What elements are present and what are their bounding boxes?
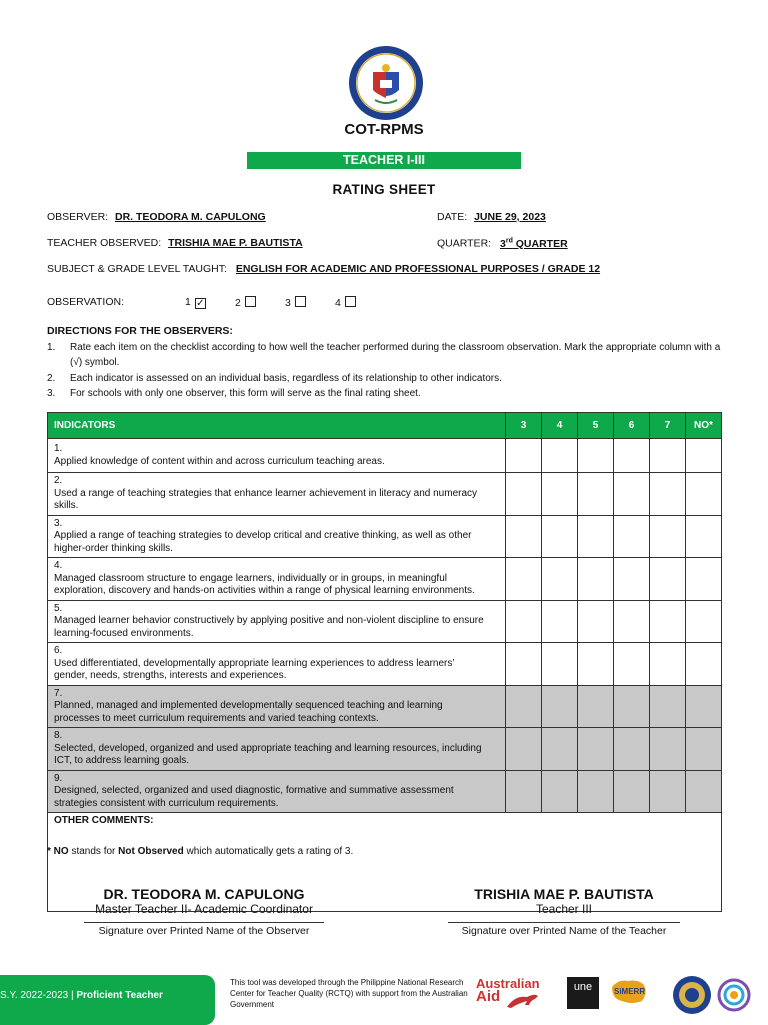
- rating-cell[interactable]: [614, 515, 650, 558]
- checkbox-icon[interactable]: [245, 296, 256, 307]
- header-rating-6: 6: [614, 413, 650, 439]
- rating-cell: [650, 728, 686, 771]
- observation-option-4[interactable]: 4: [335, 296, 356, 309]
- rating-cell: [686, 770, 722, 813]
- rating-cell[interactable]: [506, 439, 542, 473]
- rating-cell[interactable]: [650, 643, 686, 686]
- table-row: [48, 600, 722, 643]
- checkbox-icon[interactable]: [295, 296, 306, 307]
- table-row: [48, 473, 722, 516]
- indicator-text: 2.Used a range of teaching strategies that enhance learner achievement in literacy and numeracy skills.: [48, 473, 506, 516]
- indicator-text: 5.Managed learner behavior constructively by applying positive and non-violent discipline to ensure learning-focused environments.: [48, 600, 506, 643]
- header-indicators: INDICATORS: [48, 413, 506, 439]
- subject-label: SUBJECT & GRADE LEVEL TAUGHT:: [47, 263, 227, 275]
- rating-cell[interactable]: [542, 558, 578, 601]
- table-row-disabled: [48, 685, 722, 728]
- header-rating-7: 7: [650, 413, 686, 439]
- directions-block: [47, 324, 727, 402]
- rating-cell[interactable]: [506, 600, 542, 643]
- observation-row: [47, 296, 341, 309]
- rating-cell[interactable]: [650, 558, 686, 601]
- footer-credit-note: This tool was developed through the Philippine National Research Center for Teacher Quality (RCTQ) with support from the Australian Government: [230, 978, 468, 1009]
- observation-option-2[interactable]: 2: [235, 296, 256, 309]
- checkbox-checked-icon[interactable]: ✓: [196, 298, 205, 309]
- teacher-level-band: TEACHER I-III: [247, 152, 521, 169]
- rating-cell: [650, 685, 686, 728]
- form-subtitle: RATING SHEET: [332, 182, 436, 197]
- teacher-signature-caption: Signature over Printed Name of the Teacher: [448, 922, 680, 937]
- rating-cell[interactable]: [542, 643, 578, 686]
- australian-aid-logo: Australian Aid: [476, 976, 540, 1005]
- rating-cell[interactable]: [506, 643, 542, 686]
- observer-label: OBSERVER:: [47, 211, 109, 223]
- rating-cell[interactable]: [614, 558, 650, 601]
- indicators-table: [47, 412, 722, 912]
- partner-swirl-logo: [716, 977, 752, 1013]
- rating-cell[interactable]: [542, 439, 578, 473]
- date-value: JUNE 29, 2023: [474, 211, 546, 223]
- date-label: DATE:: [437, 211, 468, 223]
- subject-field: [47, 263, 600, 275]
- directions-heading: DIRECTIONS FOR THE OBSERVERS:: [47, 325, 233, 337]
- rating-cell: [578, 770, 614, 813]
- other-comments-box[interactable]: OTHER COMMENTS:: [48, 813, 722, 912]
- rating-cell[interactable]: [686, 439, 722, 473]
- observation-option-1[interactable]: 1 ✓: [185, 296, 205, 309]
- rating-cell[interactable]: [650, 439, 686, 473]
- rating-cell: [542, 770, 578, 813]
- table-row: [48, 558, 722, 601]
- indicator-text: 4.Managed classroom structure to engage learners, individually or in groups, in meaningful exploration, discovery and hands-on activities within a range of physical learning environments.: [48, 558, 506, 601]
- indicator-text: 7.Planned, managed and implemented developmentally sequenced teaching and learning processes to meet curriculum requirements and varied teaching contexts.: [48, 685, 506, 728]
- observer-signature-caption: Signature over Printed Name of the Observer: [84, 922, 324, 937]
- indicator-text: 6.Used differentiated, developmentally appropriate learning experiences to address learners’ gender, needs, strengths, interests and experiences.: [48, 643, 506, 686]
- direction-item: 1. Rate each item on the checklist according to how well the teacher performed during the classroom observation. Mark the appropriate column with a (√) symbol.: [47, 341, 721, 368]
- teacher-field: [47, 237, 303, 249]
- rating-cell[interactable]: [578, 558, 614, 601]
- observer-signature-block: [84, 886, 324, 937]
- rctq-seal-logo: [672, 975, 712, 1015]
- form-title: COT-RPMS: [344, 121, 424, 138]
- rating-cell[interactable]: [614, 643, 650, 686]
- observation-label: OBSERVATION:: [47, 296, 125, 308]
- rating-cell: [542, 728, 578, 771]
- rating-cell: [542, 685, 578, 728]
- rating-cell[interactable]: [686, 600, 722, 643]
- rating-cell: [506, 728, 542, 771]
- rating-cell[interactable]: [686, 643, 722, 686]
- rating-cell[interactable]: [614, 439, 650, 473]
- table-row-disabled: [48, 770, 722, 813]
- table-row: [48, 515, 722, 558]
- rating-cell[interactable]: [578, 515, 614, 558]
- indicator-text: 3.Applied a range of teaching strategies to develop critical and creative thinking, as well as other higher-order thinking skills.: [48, 515, 506, 558]
- header-rating-3: 3: [506, 413, 542, 439]
- observer-signature-name: DR. TEODORA M. CAPULONG: [103, 886, 305, 902]
- rating-cell[interactable]: [650, 473, 686, 516]
- rating-cell[interactable]: [614, 473, 650, 516]
- indicator-text: 9.Designed, selected, organized and used diagnostic, formative and summative assessment strategies consistent with curriculum requirements.: [48, 770, 506, 813]
- rating-cell: [650, 770, 686, 813]
- date-field: [437, 211, 546, 223]
- teacher-label: TEACHER OBSERVED:: [47, 237, 162, 249]
- rating-cell[interactable]: [686, 558, 722, 601]
- observer-signature-role: Master Teacher II- Academic Coordinator: [95, 902, 313, 916]
- indicator-text: 1.Applied knowledge of content within and across curriculum teaching areas.: [48, 439, 506, 473]
- observation-option-3[interactable]: 3: [285, 296, 306, 309]
- rating-cell[interactable]: [506, 473, 542, 516]
- rating-cell[interactable]: [542, 600, 578, 643]
- une-logo: une: [567, 977, 599, 1009]
- table-header-row: [48, 413, 722, 439]
- quarter-label: QUARTER:: [437, 237, 492, 250]
- rating-cell[interactable]: [686, 473, 722, 516]
- rating-cell[interactable]: [650, 515, 686, 558]
- rating-cell[interactable]: [578, 439, 614, 473]
- rating-cell: [614, 728, 650, 771]
- rating-cell: [506, 770, 542, 813]
- footnote: * NO stands for Not Observed which automatically gets a rating of 3.: [47, 846, 354, 857]
- rating-cell[interactable]: [686, 515, 722, 558]
- rating-cell[interactable]: [578, 473, 614, 516]
- rating-cell[interactable]: [650, 600, 686, 643]
- quarter-value: 3rd QUARTER: [500, 237, 568, 250]
- kangaroo-icon: [505, 991, 541, 1009]
- rating-cell[interactable]: [542, 515, 578, 558]
- observer-field: [47, 211, 266, 223]
- observer-value: DR. TEODORA M. CAPULONG: [115, 211, 266, 223]
- rating-cell[interactable]: [506, 558, 542, 601]
- checkbox-icon[interactable]: [345, 296, 356, 307]
- rating-cell[interactable]: [614, 600, 650, 643]
- footer-level-badge: [0, 975, 215, 1025]
- footer-level-text: S.Y. 2022-2023 | Proficient Teacher: [0, 990, 163, 1001]
- table-row-disabled: [48, 728, 722, 771]
- header-not-observed: NO*: [686, 413, 722, 439]
- teacher-value: TRISHIA MAE P. BAUTISTA: [168, 237, 303, 249]
- rating-cell: [686, 728, 722, 771]
- subject-value: ENGLISH FOR ACADEMIC AND PROFESSIONAL PURPOSES / GRADE 12: [235, 263, 601, 275]
- header-rating-5: 5: [578, 413, 614, 439]
- rating-cell[interactable]: [542, 473, 578, 516]
- rating-cell: [614, 770, 650, 813]
- direction-item: 3. For schools with only one observer, this form will serve as the final rating sheet.: [47, 388, 421, 399]
- direction-item: 2. Each indicator is assessed on an individual basis, regardless of its relationship to other indicators.: [47, 372, 502, 384]
- simerr-logo: SiMERR: [608, 977, 650, 1007]
- table-row: [48, 439, 722, 473]
- rating-cell: [614, 685, 650, 728]
- rating-cell: [506, 685, 542, 728]
- teacher-signature-name: TRISHIA MAE P. BAUTISTA: [474, 886, 654, 902]
- table-row: [48, 643, 722, 686]
- rating-cell[interactable]: [578, 600, 614, 643]
- deped-seal-logo: [347, 44, 425, 122]
- rating-cell: [578, 685, 614, 728]
- rating-cell: [686, 685, 722, 728]
- rating-cell[interactable]: [578, 643, 614, 686]
- quarter-field: [437, 237, 568, 250]
- indicator-text: 8.Selected, developed, organized and used appropriate teaching and learning resources, including ICT, to address learning goals.: [48, 728, 506, 771]
- rating-cell: [578, 728, 614, 771]
- header-rating-4: 4: [542, 413, 578, 439]
- teacher-signature-role: Teacher III: [535, 902, 593, 916]
- teacher-signature-block: [448, 886, 680, 937]
- rating-cell[interactable]: [506, 515, 542, 558]
